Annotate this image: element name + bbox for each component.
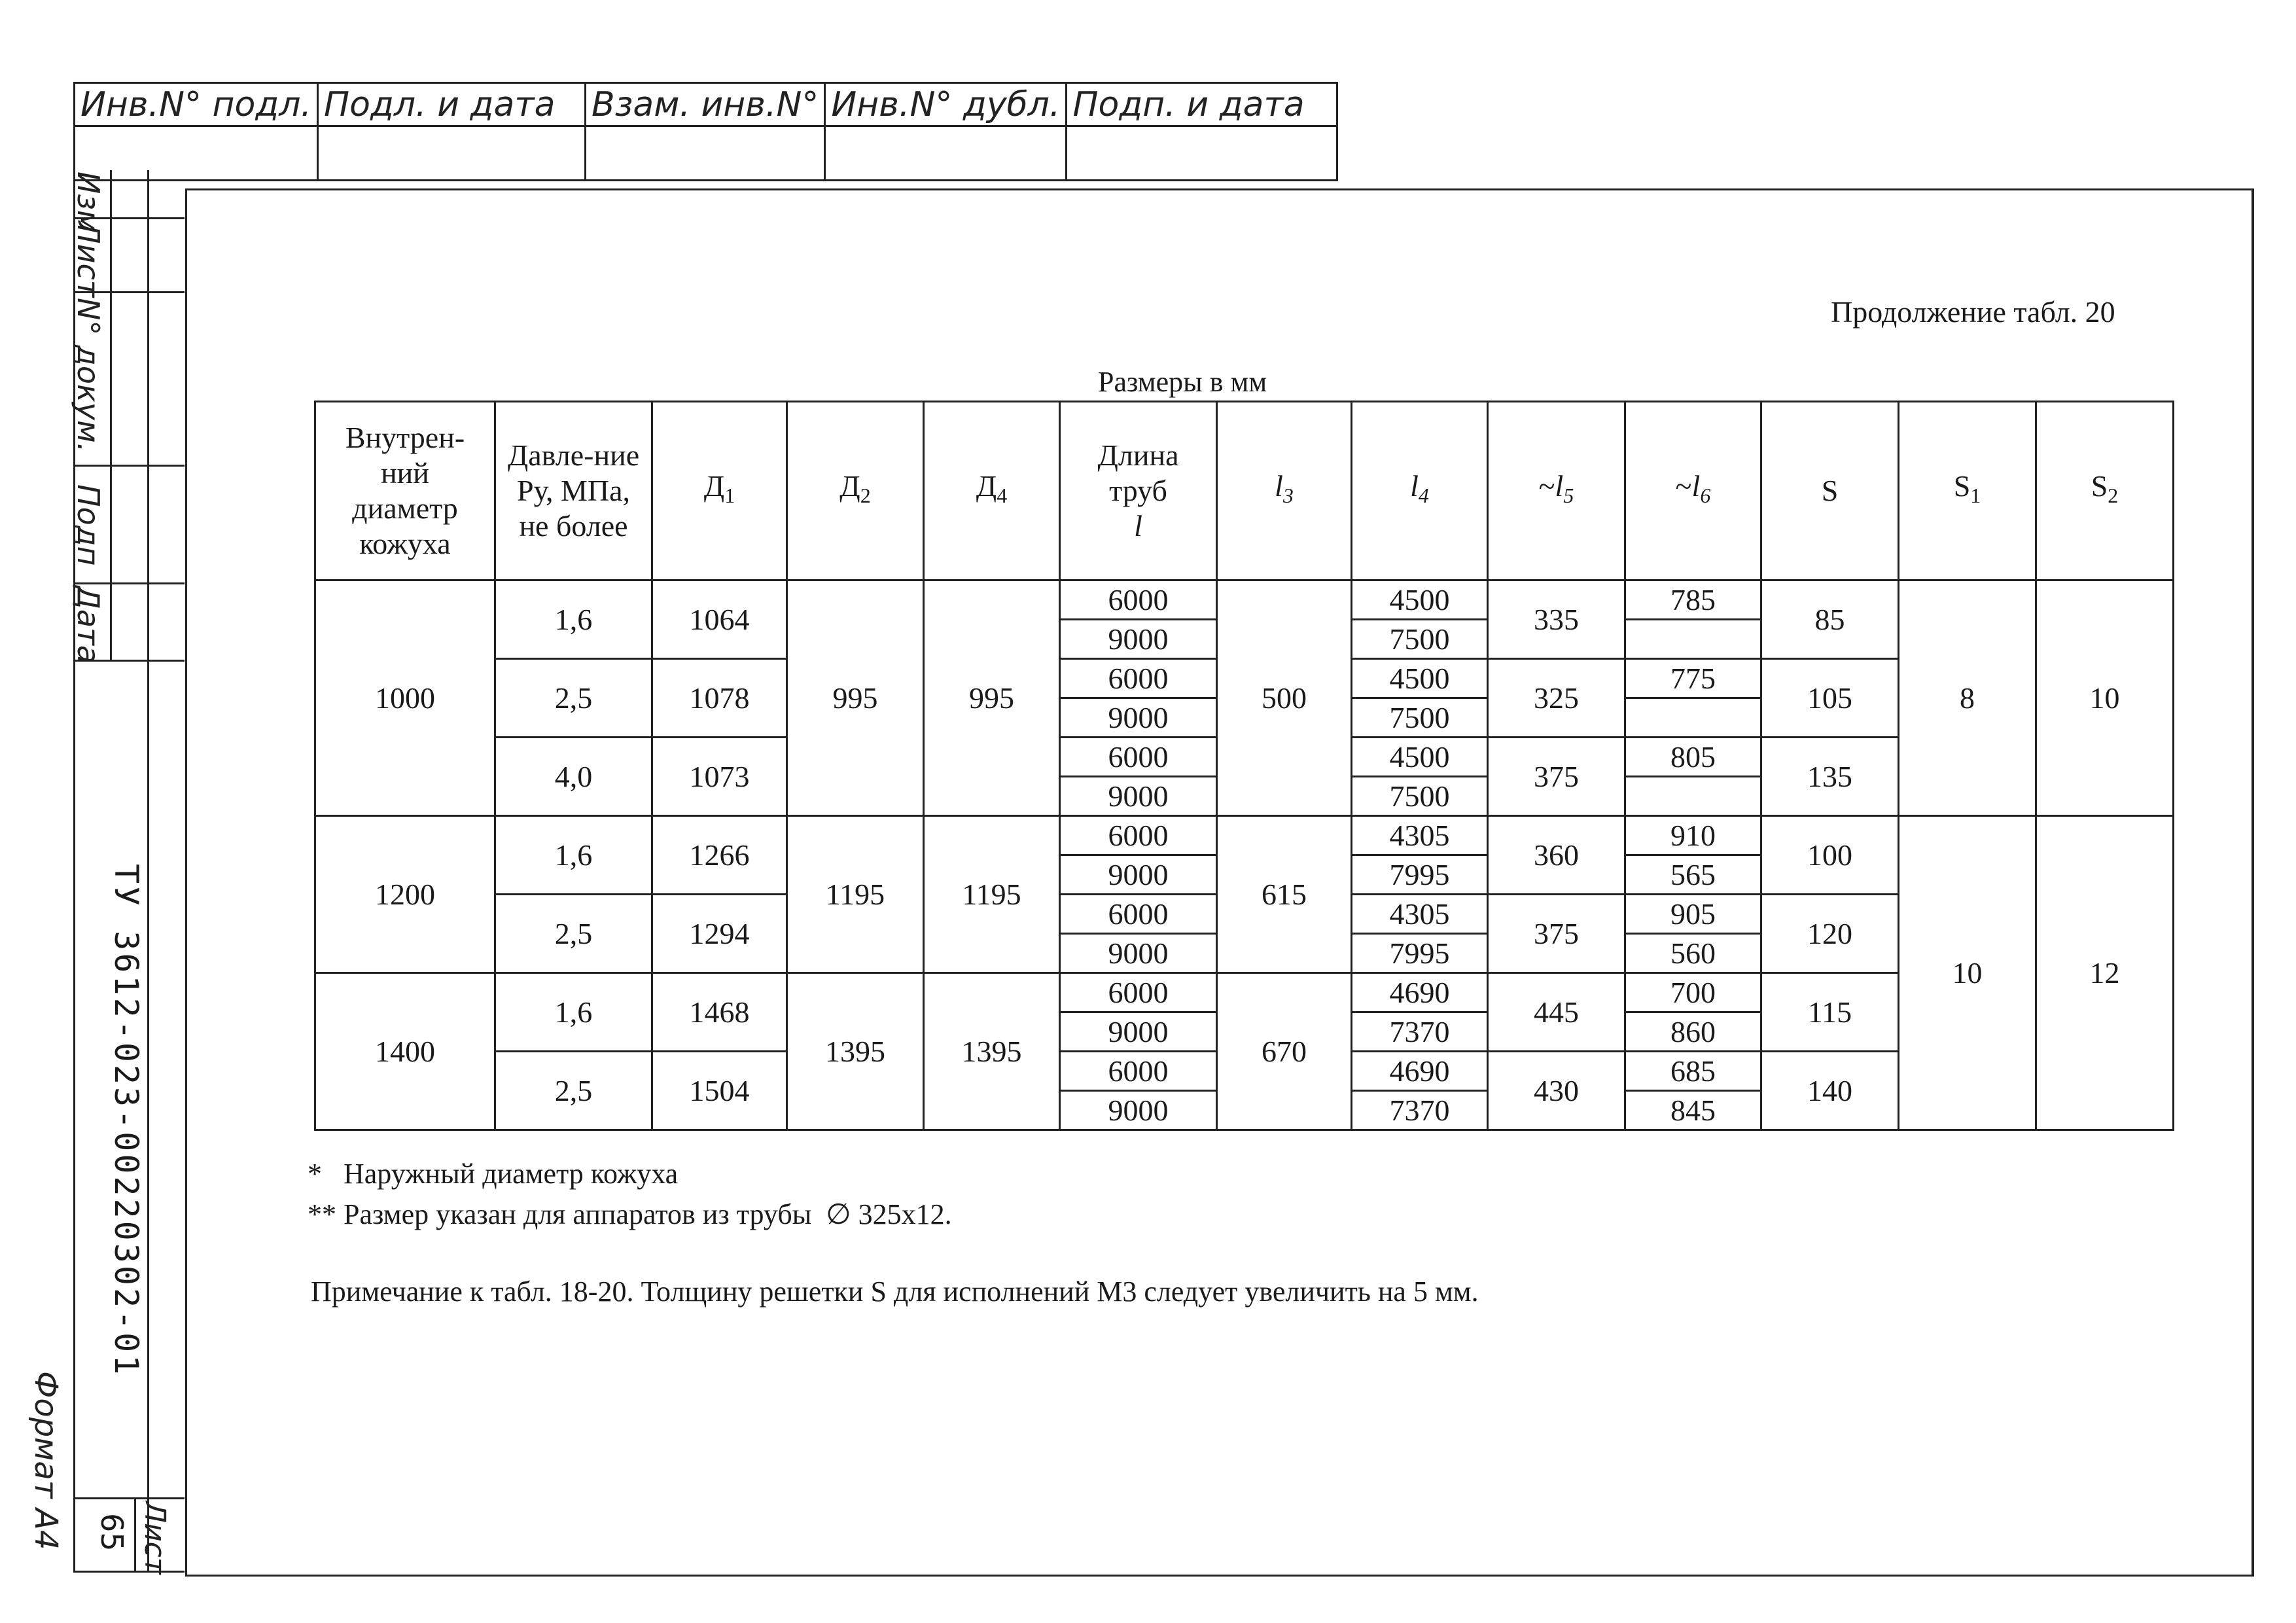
cell-l4: 7500 <box>1352 698 1488 738</box>
footnote-outer-diameter: * Наружный диаметр кожуха <box>308 1158 679 1190</box>
header-s1: $S_1$ <box>1899 402 2036 580</box>
cell-d1: 1294 <box>652 895 787 973</box>
cell-l5: 375 <box>1488 738 1625 816</box>
cell-l4: 7995 <box>1352 855 1488 895</box>
cell-tube-length: 9000 <box>1060 1091 1217 1130</box>
header-d2: $Д_2$ <box>787 402 924 580</box>
cell-tube-length: 6000 <box>1060 973 1217 1012</box>
cell-l5: 375 <box>1488 895 1625 973</box>
cell-l5: 360 <box>1488 816 1625 895</box>
header-tube-length: Длина труб l <box>1060 402 1217 580</box>
header-d1: $Д_1$ <box>652 402 787 580</box>
cell-l6: 565 <box>1625 855 1761 895</box>
strip-label-change: Изм <box>71 171 106 233</box>
cell-l4: 4500 <box>1352 580 1488 620</box>
cell-tube-length: 9000 <box>1060 698 1217 738</box>
cell-l4: 4500 <box>1352 738 1488 777</box>
header-l4: $l_4$ <box>1352 402 1488 580</box>
cell-d4: 995 <box>924 580 1060 816</box>
cell-l6 <box>1625 777 1761 816</box>
cell-s: 105 <box>1761 659 1899 738</box>
cell-l6: 700 <box>1625 973 1761 1012</box>
cell-tube-length: 6000 <box>1060 659 1217 698</box>
cell-l4: 4500 <box>1352 659 1488 698</box>
cell-l4: 4305 <box>1352 816 1488 855</box>
format-label: Формат А4 <box>27 1371 64 1550</box>
cell-l5: 325 <box>1488 659 1625 738</box>
cell-pressure: 4,0 <box>495 738 652 816</box>
cell-pressure: 1,6 <box>495 580 652 659</box>
stamp-cell <box>1067 126 1337 181</box>
cell-l4: 7370 <box>1352 1091 1488 1130</box>
cell-l5: 430 <box>1488 1052 1625 1130</box>
cell-l6: 805 <box>1625 738 1761 777</box>
stamp-cell <box>586 126 825 181</box>
stamp-cell <box>318 126 586 181</box>
cell-pressure: 2,5 <box>495 659 652 738</box>
footnote-pipe-size: ** Размер указан для аппаратов из трубы ∅ 325x12. <box>308 1198 952 1230</box>
cell-pressure: 2,5 <box>495 1052 652 1130</box>
cell-tube-length: 6000 <box>1060 738 1217 777</box>
cell-l6: 785 <box>1625 580 1761 620</box>
cell-s1: 8 <box>1899 580 2036 816</box>
cell-l4: 7370 <box>1352 1012 1488 1052</box>
header-d4: $Д_4$ <box>924 402 1060 580</box>
header-l5: $\sim l_5$ <box>1488 402 1625 580</box>
cell-d2: 995 <box>787 580 924 816</box>
cell-s: 120 <box>1761 895 1899 973</box>
cell-l6: 560 <box>1625 934 1761 973</box>
cell-tube-length: 6000 <box>1060 1052 1217 1091</box>
cell-s: 140 <box>1761 1052 1899 1130</box>
cell-l4: 7500 <box>1352 620 1488 659</box>
header-s2: $S_2$ <box>2036 402 2174 580</box>
cell-l3: 615 <box>1217 816 1352 973</box>
table-row <box>315 973 2174 1012</box>
cell-pressure: 2,5 <box>495 895 652 973</box>
sheet-number: 65 <box>94 1513 130 1552</box>
cell-tube-length: 9000 <box>1060 777 1217 816</box>
cell-l6: 775 <box>1625 659 1761 698</box>
cell-d2: 1195 <box>787 816 924 973</box>
cell-tube-length: 9000 <box>1060 620 1217 659</box>
cell-d1: 1504 <box>652 1052 787 1130</box>
cell-s1: 10 <box>1899 816 2036 1130</box>
approval-stamp <box>73 82 1338 181</box>
cell-tube-length: 6000 <box>1060 895 1217 934</box>
cell-l4: 4690 <box>1352 1052 1488 1091</box>
cell-l6: 685 <box>1625 1052 1761 1091</box>
cell-l4: 7500 <box>1352 777 1488 816</box>
cell-l4: 7995 <box>1352 934 1488 973</box>
cell-s: 135 <box>1761 738 1899 816</box>
cell-d4: 1395 <box>924 973 1060 1130</box>
cell-l6: 910 <box>1625 816 1761 855</box>
cell-d2: 1395 <box>787 973 924 1130</box>
cell-inner-diameter: 1000 <box>315 580 495 816</box>
cell-l3: 500 <box>1217 580 1352 816</box>
stamp-header-replaced-inv: Взам. инв.N° <box>586 83 825 126</box>
cell-l6 <box>1625 620 1761 659</box>
cell-l4: 4305 <box>1352 895 1488 934</box>
table-body <box>315 580 2174 1130</box>
cell-l4: 4690 <box>1352 973 1488 1012</box>
stamp-header-original-inv: Инв.N° подл. <box>75 83 318 126</box>
cell-l5: 335 <box>1488 580 1625 659</box>
header-l6: $\sim l_6$ <box>1625 402 1761 580</box>
cell-l6: 860 <box>1625 1012 1761 1052</box>
cell-pressure: 1,6 <box>495 816 652 895</box>
continuation-label: Продолжение табл. 20 <box>1831 295 2115 329</box>
stamp-header-sign-date-2: Подп. и дата <box>1067 83 1337 126</box>
strip-label-signature: Подп <box>71 484 106 566</box>
cell-d4: 1195 <box>924 816 1060 973</box>
cell-tube-length: 6000 <box>1060 580 1217 620</box>
cell-tube-length: 9000 <box>1060 855 1217 895</box>
cell-d1: 1073 <box>652 738 787 816</box>
cell-pressure: 1,6 <box>495 973 652 1052</box>
cell-l6: 905 <box>1625 895 1761 934</box>
stamp-header-sign-date: Подл. и дата <box>318 83 586 126</box>
cell-d1: 1468 <box>652 973 787 1052</box>
stamp-cell <box>825 126 1067 181</box>
cell-l6: 845 <box>1625 1091 1761 1130</box>
cell-d1: 1266 <box>652 816 787 895</box>
strip-label-doc-number: N° докум. <box>71 298 106 453</box>
cell-tube-length: 9000 <box>1060 1012 1217 1052</box>
sheet-label: Лист <box>138 1501 171 1575</box>
cell-l3: 670 <box>1217 973 1352 1130</box>
table-row <box>315 816 2174 855</box>
units-label: Размеры в мм <box>1098 366 1267 398</box>
cell-inner-diameter: 1400 <box>315 973 495 1130</box>
header-s: S <box>1761 402 1899 580</box>
cell-tube-length: 6000 <box>1060 816 1217 855</box>
header-inner-diameter: Внутрен-ний диаметр кожуха <box>315 402 495 580</box>
cell-l6 <box>1625 698 1761 738</box>
cell-d1: 1064 <box>652 580 787 659</box>
cell-s: 85 <box>1761 580 1899 659</box>
cell-s: 100 <box>1761 816 1899 895</box>
cell-tube-length: 9000 <box>1060 934 1217 973</box>
cell-d1: 1078 <box>652 659 787 738</box>
header-l3: $l_3$ <box>1217 402 1352 580</box>
cell-l5: 445 <box>1488 973 1625 1052</box>
cell-s: 115 <box>1761 973 1899 1052</box>
table-note: Примечание к табл. 18-20. Толщину решетки S для исполнений М3 следует увеличить на 5 мм. <box>311 1275 1479 1308</box>
header-pressure: Давле-ние Ру, МПа, не более <box>495 402 652 580</box>
strip-label-date: Дата <box>71 586 106 664</box>
dimensions-table <box>314 401 2174 1131</box>
table-row <box>315 580 2174 620</box>
cell-inner-diameter: 1200 <box>315 816 495 973</box>
strip-label-sheet: Лист <box>71 221 106 298</box>
cell-s2: 12 <box>2036 816 2174 1130</box>
document-code: ТУ 3612-023-00220302-01 <box>107 864 145 1378</box>
cell-s2: 10 <box>2036 580 2174 816</box>
stamp-header-duplicate-inv: Инв.N° дубл. <box>825 83 1067 126</box>
